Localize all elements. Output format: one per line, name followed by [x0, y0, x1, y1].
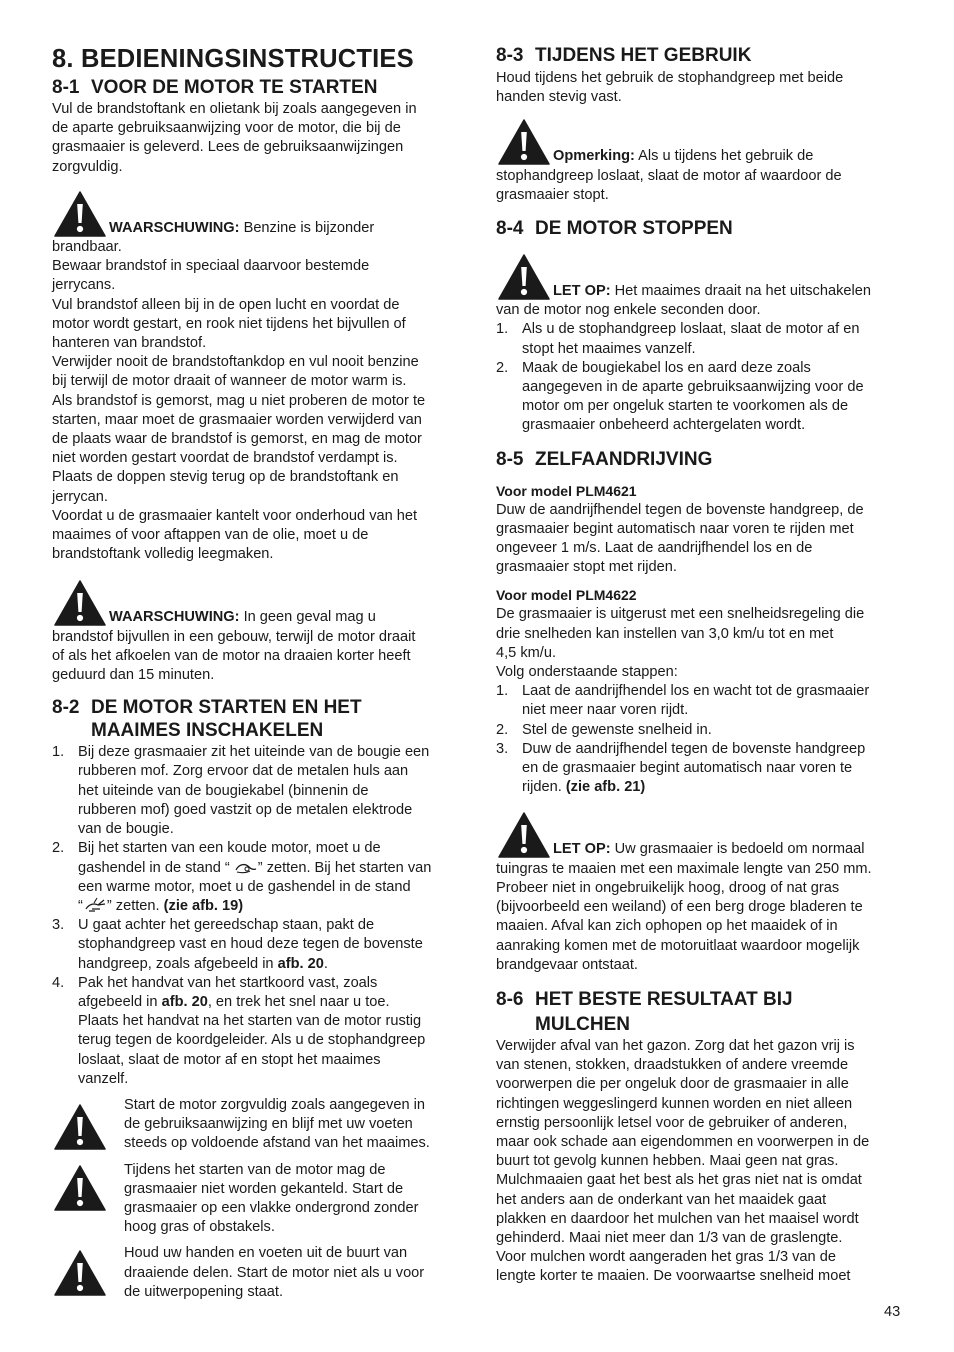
line: Tijdens het starten van de motor mag de	[124, 1161, 386, 1178]
chapter-title: 8. BEDIENINGSINSTRUCTIES	[52, 45, 414, 73]
line: steeds op voldoende afstand van het maaimes.	[124, 1135, 430, 1152]
section-8-2-heading	[52, 696, 462, 742]
section-number: 8-4	[496, 218, 524, 240]
warning-text: In geen geval mag u	[239, 609, 376, 626]
line: Pak het handvat van het startkoord vast, zoals	[78, 974, 378, 991]
warning-triangle-icon	[54, 1104, 106, 1150]
text: handgreep, zoals afgebeeld in	[78, 955, 278, 972]
note-first-line	[496, 147, 906, 166]
text: .	[323, 955, 328, 972]
line: drie snelheden kan instellen van 3,0 km/u tot en met	[496, 625, 834, 642]
list-item	[496, 721, 906, 740]
note-body	[496, 167, 906, 205]
note-text	[124, 1244, 462, 1302]
line: Vul de brandstoftank en olietank bij zoals aangegeven in	[52, 101, 417, 117]
list-item	[496, 740, 906, 798]
line: Voordat u de grasmaaier kantelt voor onderhoud van het	[52, 507, 418, 524]
right-column	[496, 44, 906, 1287]
line: de plaats waar de brandstof is gemorst, en mag de motor	[52, 431, 422, 448]
line: terug tegen de koordgeleider. Als u de stophandgreep	[78, 1032, 426, 1049]
line: maar ook schade aan eigendommen en voorwerpen in de	[496, 1133, 870, 1150]
text: , en trek het snel naar u toe.	[207, 993, 390, 1010]
line: U gaat achter het gereedschap staan, pakt de	[78, 917, 375, 934]
line: het uiteinde van de bougiekabel (binnenin de	[78, 782, 369, 799]
line: niet worden gestart voordat de brandstof verdampt is.	[52, 450, 398, 467]
line: grasmaaier op een vlakke ondergrond zonder	[124, 1199, 419, 1216]
line: Duw de aandrijfhendel tegen de bovenste handgreep	[522, 740, 866, 757]
warning-first-line	[52, 608, 462, 627]
line: aangegeven in de aparte gebruiksaanwijzing voor de	[522, 379, 864, 396]
item-number: 2.	[52, 840, 65, 857]
warning-block-indoor	[52, 580, 462, 685]
line: ongeveer 1 m/s. Laat de aandrijfhendel los en de	[496, 540, 813, 557]
line: maaien. Afval kan zich ophopen op het maaidek of in	[496, 918, 838, 935]
line: handen stevig vast.	[496, 89, 622, 106]
line: en de grasmaaier begint automatisch naar voren te	[522, 760, 853, 777]
line: Bewaar brandstof in speciaal daarvoor bestemde	[52, 258, 370, 275]
list-item	[496, 359, 906, 436]
plm4622-text	[496, 605, 906, 682]
line: jerrycans.	[52, 277, 116, 294]
line: Start de motor zorgvuldig zoals aangegeven in	[124, 1096, 425, 1113]
line: grasmaaier niet worden gekanteld. Start de	[124, 1180, 404, 1197]
line: Plaats de doppen stevig terug op de brandstoftank en	[52, 469, 399, 486]
line: Laat de aandrijfhendel los en wacht tot de grasmaaier	[522, 683, 870, 700]
line: stophandgreep loslaat, slaat de motor af waardoor de	[496, 167, 842, 184]
line: aanraking komen met de motoruitlaat waardoor mogelijk	[496, 937, 860, 954]
line: vanzelf.	[78, 1070, 129, 1087]
section-8-5-heading	[496, 448, 906, 471]
line: van de motor nog enkele seconden door.	[496, 302, 761, 319]
list-item	[496, 682, 906, 720]
section-title: VOOR DE MOTOR TE STARTEN	[91, 77, 378, 98]
line: buurt tot gevolg kunnen hebben. Maai geen nat gras.	[496, 1153, 839, 1170]
note-text: Als u tijdens het gebruik de	[634, 148, 814, 165]
line: zorgvuldig.	[52, 158, 123, 175]
line: draaiende delen. Start de motor niet als u voor	[124, 1264, 425, 1281]
section-8-6-heading	[496, 988, 906, 1036]
caution-text: Uw grasmaaier is bedoeld om normaal	[610, 841, 865, 858]
note-text	[124, 1161, 462, 1238]
choke-cold-icon	[234, 861, 258, 875]
caution-label: LET OP:	[553, 283, 611, 300]
note-label: Opmerking:	[553, 148, 635, 165]
line: Mulchmaaien gaat het best als het gras niet nat is omdat	[496, 1172, 862, 1189]
section-title-line1: HET BESTE RESULTAAT BIJ	[535, 988, 793, 1010]
line: Verwijder nooit de brandstoftankdop en vul nooit benzine	[52, 354, 419, 371]
figure-reference: afb. 20	[277, 955, 324, 972]
line: Duw de aandrijfhendel tegen de bovenste handgreep, de	[496, 501, 864, 518]
line: grasmaaier stopt.	[496, 186, 609, 203]
line: grasmaaier stopt met rijden.	[496, 559, 677, 576]
warning-triangle-icon	[54, 1165, 106, 1211]
line: brandstoftank volledig leegmaken.	[52, 546, 274, 563]
warning-label: WAARSCHUWING:	[109, 609, 240, 626]
plm4621-text	[496, 501, 906, 578]
line: Bij het starten van een koude motor, moet u de	[78, 840, 381, 857]
text: ” zetten.	[106, 897, 164, 914]
s81-intro	[52, 100, 462, 177]
line: geduurd dan 15 minuten.	[52, 667, 215, 684]
list-item	[52, 974, 462, 1089]
line: grasmaaier is geleverd. Lees de gebruiksaanwijzingen	[52, 139, 404, 156]
line: of als het afkoelen van de motor na draaien korter heeft	[52, 647, 411, 664]
line: motor wordt gestart, en rook niet tijdens het bijvullen of	[52, 315, 406, 332]
line: Maak de bougiekabel los en aard deze zoals	[522, 359, 811, 376]
line: Probeer niet in ongebruikelijk hoog, droog of nat gras	[496, 879, 840, 896]
section-title-line1: DE MOTOR STARTEN EN HET	[91, 697, 362, 719]
list-item	[52, 916, 462, 974]
stop-steps-list	[496, 320, 906, 435]
line: bij terwijl de motor draait of wanneer de motor warm is.	[52, 373, 407, 390]
caution-block-grass	[496, 812, 906, 974]
line: de aparte gebruiksaanwijzing voor de motor, die bij de	[52, 120, 401, 137]
line: loslaat, slaat de motor af en stopt het maaimes	[78, 1051, 381, 1068]
line: van de bougie.	[78, 821, 174, 838]
line: niet meer naar voren rijdt.	[522, 702, 689, 719]
line: hoog gras of obstakels.	[124, 1219, 275, 1236]
caution-text: Het maaimes draait na het uitschakelen	[610, 283, 871, 300]
warning-block-fuel	[52, 191, 462, 565]
warning-label: WAARSCHUWING:	[109, 219, 240, 236]
note-text	[124, 1096, 462, 1154]
line: Als u de stophandgreep loslaat, slaat de motor af en	[522, 321, 860, 338]
section-title: TIJDENS HET GEBRUIK	[535, 45, 752, 66]
warning-triangle-icon	[54, 1250, 106, 1296]
line: starten, maar moet de grasmaaier worden verwijderd van	[52, 411, 422, 428]
item-number: 1.	[496, 321, 509, 338]
text: “	[78, 897, 83, 914]
line: Houd uw handen en voeten uit de buurt van	[124, 1245, 408, 1262]
line: jerrycan.	[52, 488, 108, 505]
item-number: 1.	[496, 683, 509, 700]
caution-first-line	[496, 840, 906, 859]
model-heading-plm4622: Voor model PLM4622	[496, 587, 637, 604]
section-number: 8-3	[496, 45, 524, 66]
line: voorwerpen die per ongeluk door de grasmaaier in alle	[496, 1076, 849, 1093]
text: afgebeeld in	[78, 993, 162, 1010]
line: Vul brandstof alleen bij in de open lucht en voordat de	[52, 296, 400, 313]
text: gashendel in de stand “	[78, 859, 234, 876]
page-number: 43	[884, 1304, 901, 1320]
safety-note-tilt	[52, 1161, 462, 1238]
line: Stel de gewenste snelheid in.	[522, 721, 712, 738]
model-heading-plm4621: Voor model PLM4621	[496, 482, 637, 499]
line: tuingras te maaien met een maximale lengte van 250 mm.	[496, 860, 872, 877]
figure-reference: (zie afb. 21)	[565, 779, 646, 796]
figure-reference: afb. 20	[161, 993, 208, 1010]
list-item	[496, 320, 906, 358]
line: gehinderd. Maai niet meer dan 1/3 van de graslengte.	[496, 1229, 843, 1246]
line: rubberen mof. Zorg ervoor dat de metalen huls aan	[78, 763, 409, 780]
note-block-operation	[496, 119, 906, 205]
item-number: 3.	[496, 740, 509, 757]
line: plakken en daardoor het mulchen van het maaisel wordt	[496, 1210, 859, 1227]
text: ” zetten. Bij het starten van	[257, 859, 432, 876]
line: De grasmaaier is uitgerust met een snelheidsregeling die	[496, 606, 865, 623]
item-number: 4.	[52, 974, 65, 991]
section-number: 8-6	[496, 988, 524, 1010]
caution-label: LET OP:	[553, 841, 611, 858]
line: grasmaaier onbeheerd achtergelaten wordt.	[522, 417, 806, 434]
line: van stenen, stokken, draadstukken of andere vreemde	[496, 1057, 849, 1074]
line: brandgevaar ontstaat.	[496, 956, 638, 973]
caution-block-stop	[496, 254, 906, 320]
line: richtingen weggeslingerd kunnen worden en niet alleen	[496, 1095, 853, 1112]
start-steps-list	[52, 743, 462, 1089]
line: motor om per ongeluk starten te voorkomen als de	[522, 398, 849, 415]
line: hanteren van brandstof.	[52, 335, 207, 352]
line: (bijvoorbeeld een weiland) of een berg droge bladeren te	[496, 899, 863, 916]
list-item	[52, 839, 462, 916]
left-column	[52, 44, 462, 1302]
line: een warme motor, moet u de gashendel in de stand	[78, 878, 411, 895]
line: rubberen mof) goed vastzit op de metalen elektrode	[78, 801, 413, 818]
section-title-line2: MAAIMES INSCHAKELEN	[91, 720, 324, 742]
item-number: 3.	[52, 917, 65, 934]
list-item	[52, 743, 462, 839]
line: brandbaar.	[52, 239, 122, 256]
s86-text	[496, 1037, 906, 1287]
section-8-4-heading	[496, 217, 906, 240]
line: Volg onderstaande stappen:	[496, 664, 678, 681]
caution-first-line	[496, 282, 906, 301]
line: grasmaaier begint automatisch naar voren te rijden met	[496, 520, 854, 537]
line: brandstof bijvullen in een gebouw, terwijl de motor draait	[52, 628, 416, 645]
line: stopt het maaimes vanzelf.	[522, 340, 696, 357]
line: Houd tijdens het gebruik de stophandgreep met beide	[496, 70, 844, 86]
line: ernstig persoonlijk letsel voor de gebruiker of anderen,	[496, 1114, 848, 1131]
line: Plaats het handvat na het starten van de motor rustig	[78, 1013, 422, 1030]
section-number: 8-1	[52, 77, 80, 98]
warning-text: Benzine is bijzonder	[239, 219, 375, 236]
caution-body	[496, 860, 906, 975]
line: de uitwerpopening staat.	[124, 1283, 284, 1300]
section-number: 8-2	[52, 697, 80, 719]
line: Verwijder afval van het gazon. Zorg dat het gazon vrij is	[496, 1037, 855, 1054]
line: Voor mulchen wordt aangeraden het gras 1/3 van de	[496, 1249, 836, 1266]
warning-body	[52, 238, 462, 564]
section-8-3-heading	[496, 44, 906, 67]
safety-note-hands	[52, 1244, 462, 1302]
section-title: ZELFAANDRIJVING	[535, 448, 713, 470]
section-number: 8-5	[496, 448, 524, 470]
caution-body	[496, 301, 906, 320]
line: lengte korter te maaien. De voorwaartse snelheid moet	[496, 1268, 851, 1285]
line: Als brandstof is gemorst, mag u niet proberen de motor te	[52, 392, 426, 409]
section-8-1-heading	[52, 76, 462, 99]
safety-note-start	[52, 1096, 462, 1154]
speed-steps-list	[496, 682, 906, 797]
warning-first-line	[52, 219, 462, 238]
item-number: 2.	[496, 359, 509, 376]
text: rijden.	[522, 779, 566, 796]
line: maaimes of voor aftappen van de olie, moet u de	[52, 527, 369, 544]
warning-body	[52, 628, 462, 686]
item-number: 1.	[52, 744, 65, 761]
section-title-line2: MULCHEN	[535, 1013, 630, 1035]
s83-text	[496, 69, 906, 107]
fast-rabbit-icon	[83, 897, 107, 913]
line: het anders aan de onderkant van het maaidek gaat	[496, 1191, 827, 1208]
item-number: 2.	[496, 721, 509, 738]
line: 4,5 km/u.	[496, 644, 557, 661]
figure-reference: (zie afb. 19)	[163, 897, 244, 914]
line: de gebruiksaanwijzing en blijf met uw voeten	[124, 1116, 413, 1133]
line: stophandgreep vast en houd deze tegen de bovenste	[78, 936, 423, 953]
line: Bij deze grasmaaier zit het uiteinde van de bougie een	[78, 744, 430, 761]
section-title: DE MOTOR STOPPEN	[535, 218, 733, 240]
